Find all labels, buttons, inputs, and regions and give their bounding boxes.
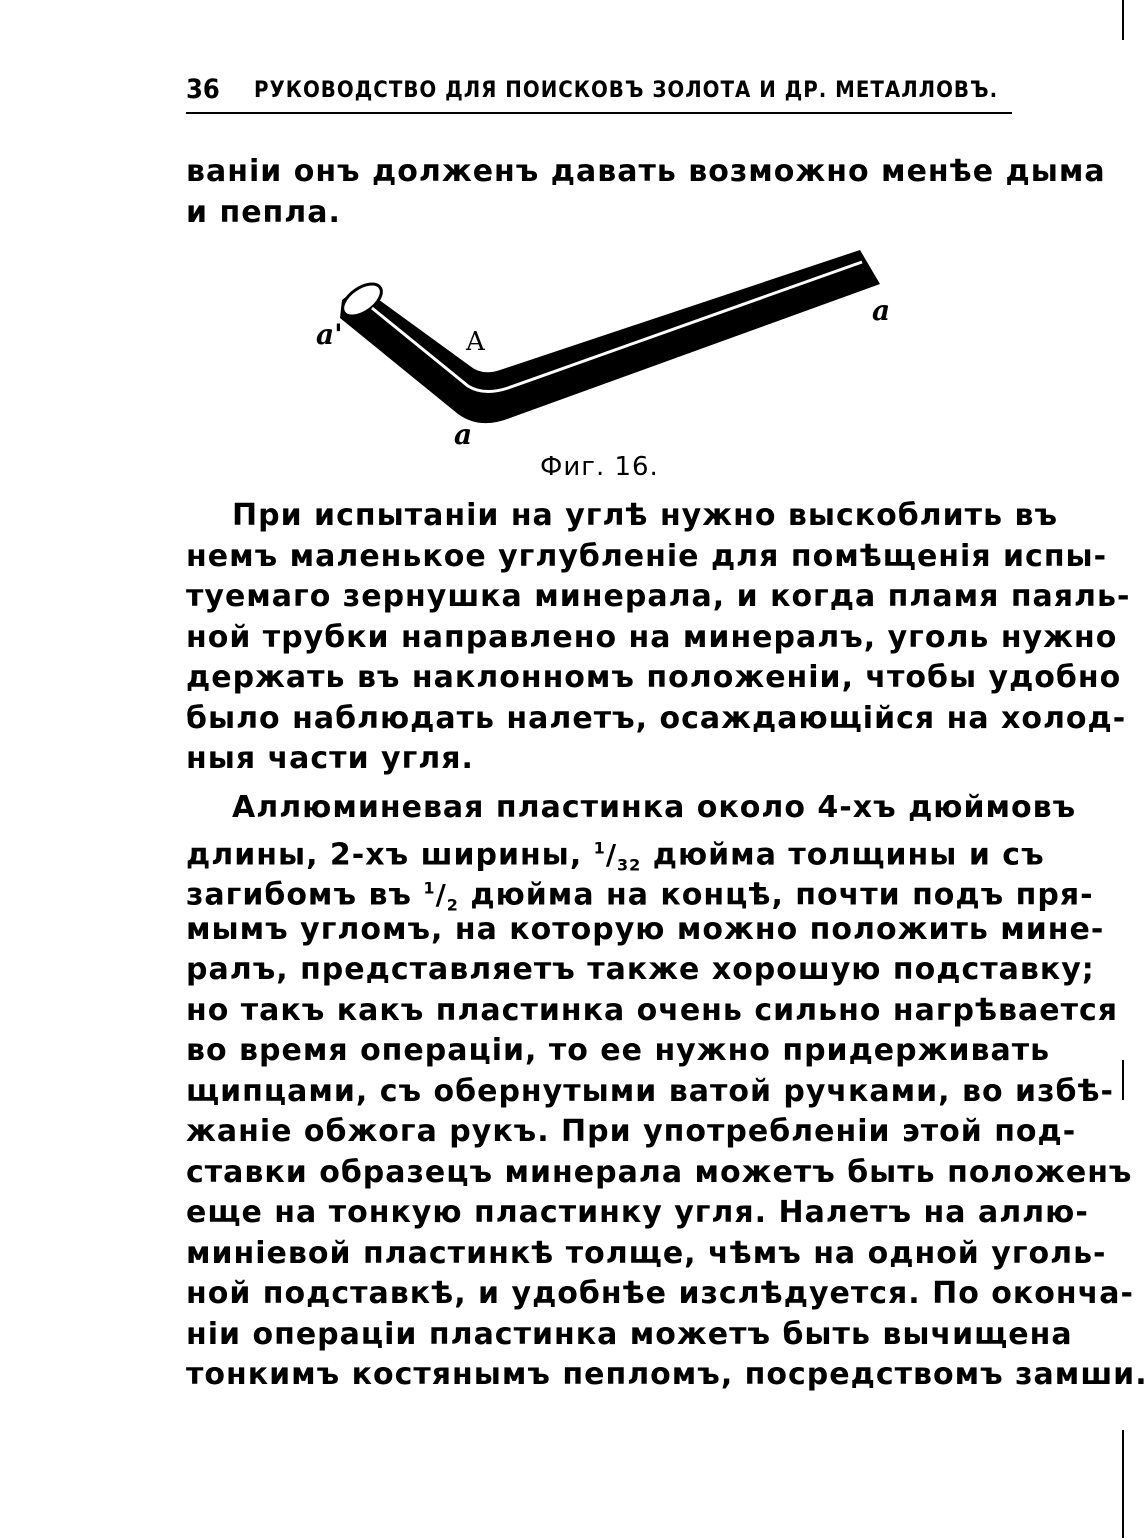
text-line: ной подставкѣ, и удобнѣе изслѣдуется. По оконча- — [186, 1276, 1134, 1311]
text-line: ваніи онъ долженъ давать возможно менѣе дыма — [186, 154, 1106, 189]
text-line: но такъ какъ пластинка очень сильно нагрѣвается — [186, 992, 1119, 1028]
text-line: немъ маленькое углубленіе для помѣщенія испы- — [186, 538, 1108, 574]
text-segment: загибомъ въ — [186, 877, 412, 913]
text-line: ніи операціи пластинка можетъ быть вычищена — [186, 1316, 1073, 1352]
text-line-with-fraction — [186, 869, 1094, 915]
label-a-right: a — [872, 294, 891, 327]
fraction-1-2: $^1/_2$ — [423, 878, 459, 915]
text-line: мымъ угломъ, на которую можно положить мине- — [186, 911, 1105, 947]
text-line: держать въ наклонномъ положеніи, чтобы удобно — [186, 660, 1122, 695]
page-number: 36 — [186, 74, 220, 105]
scan-edge-line — [1122, 0, 1124, 40]
running-header — [186, 72, 1012, 114]
text-line: Аллюминевая пластинка около 4-хъ дюймовъ — [232, 790, 1077, 825]
text-line: При испытаніи на углѣ нужно выскоблить въ — [232, 498, 1059, 533]
running-title: РУКОВОДСТВО ДЛЯ ПОИСКОВЪ ЗОЛОТА И ДР. МЕТАЛЛОВЪ. — [254, 78, 999, 103]
text-line: и пепла. — [186, 194, 341, 230]
text-line: было наблюдать налетъ, осаждающійся на холод- — [186, 700, 1127, 736]
intro-text — [186, 152, 1106, 233]
label-a-bottom: a — [454, 418, 473, 451]
text-line: во время операціи, то ее нужно придерживать — [186, 1033, 1051, 1068]
text-line: еще на тонкую пластинку угля. Налетъ на аллю- — [186, 1195, 1089, 1230]
text-line: миніевой пластинкѣ толще, чѣмъ на одной уголь- — [186, 1235, 1107, 1271]
text-line: ставки образецъ минерала можетъ быть положенъ — [186, 1154, 1133, 1190]
tube-body — [340, 250, 880, 423]
figure-16-bent-tube — [300, 238, 940, 458]
label-a-left: a' — [316, 318, 343, 351]
text-line: щипцами, съ обернутыми ватой ручками, во избѣ- — [186, 1073, 1114, 1109]
figure-caption: Фиг. 16. — [540, 452, 659, 482]
text-segment: дюйма на концѣ, почти подъ пря- — [470, 877, 1094, 913]
text-line: жаніе обжога рукъ. При употребленіи этой под- — [186, 1114, 1077, 1149]
text-line: туемаго зернушка минерала, и когда пламя паяль- — [186, 579, 1131, 614]
paragraph-1 — [186, 496, 1131, 780]
text-line-with-fraction — [186, 829, 1045, 875]
label-A: A — [466, 327, 485, 357]
text-segment: дюйма толщины и съ — [652, 836, 1045, 872]
text-line: ныя части угля. — [186, 741, 474, 776]
scan-edge-line — [1122, 1430, 1124, 1538]
text-line: тонкимъ костянымъ пепломъ, посредствомъ замши. — [186, 1357, 1148, 1392]
scan-edge-line — [1122, 1060, 1124, 1100]
text-line: ралъ, представляетъ также хорошую подставку; — [186, 952, 1095, 987]
text-segment: длины, 2-хъ ширины, — [186, 836, 583, 872]
bent-tube-illustration — [300, 238, 940, 458]
text-line: ной трубки направлено на минералъ, уголь нужно — [186, 619, 1118, 655]
paragraph-2 — [186, 788, 1148, 1396]
fraction-1-32: $^1/_{32}$ — [593, 837, 642, 875]
